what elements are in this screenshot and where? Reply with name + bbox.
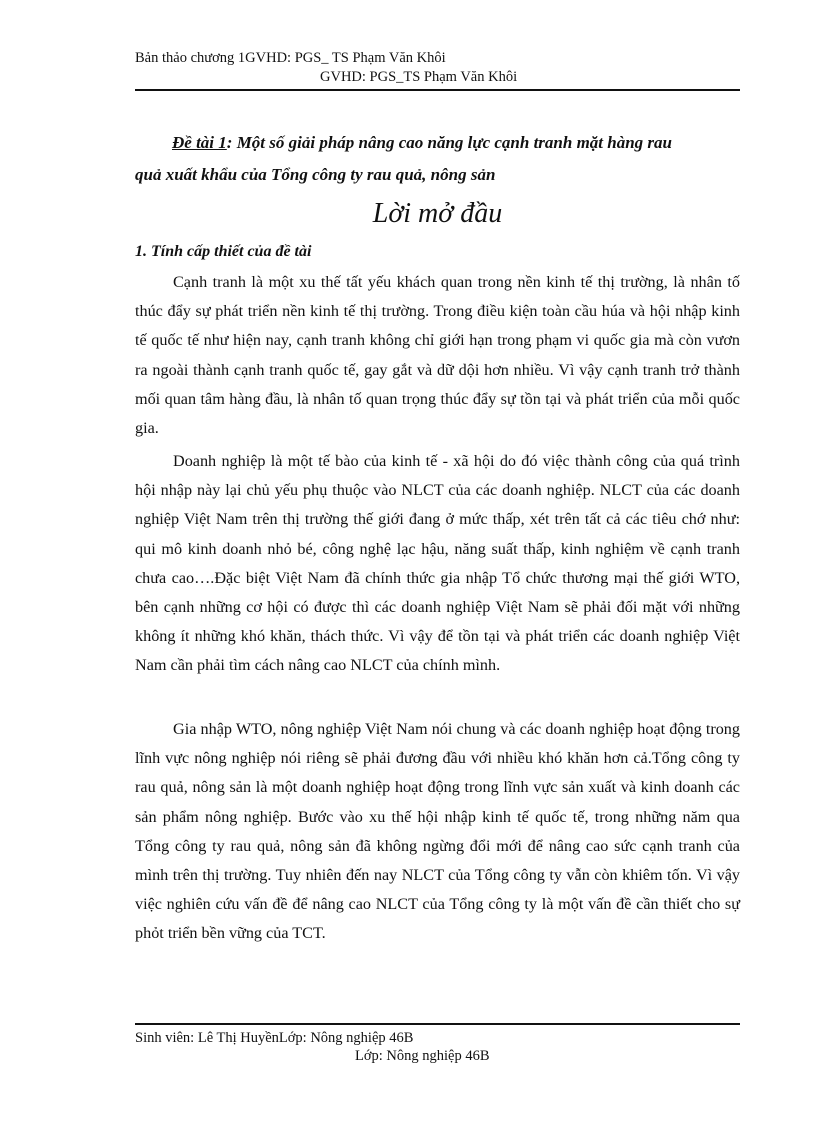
header-line-1: Bản thảo chương 1GVHD: PGS_ TS Phạm Văn Khôi [135, 50, 446, 66]
paragraph-2: Doanh nghiệp là một tế bào của kinh tế - xã hội do đó việc thành công của quá trình hội nhập này lại chủ yếu phụ thuộc vào NLCT của các doanh nghiệp. NLCT của các doanh nghiệp Việt Nam trên thị trường thế giới đang ở mức thấp, xét trên tất cả các tiêu chớ như: qui mô kinh doanh nhỏ bé, công nghệ lạc hậu, năng suất thấp, kinh nghiệm về cạnh tranh chưa cao….Đặc biệt Việt Nam đã chính thức gia nhập Tổ chức thương mại thế giới WTO, bên cạnh những cơ hội có được thì các doanh nghiệp Việt Nam sẽ phải đối mặt với những không ít những khó khăn, thách thức. Vì vậy để tồn tại và phát triển các doanh nghiệp Việt Nam cần phải tìm cách nâng cao NLCT của chính mình. [135, 452, 740, 675]
paragraph-3: Gia nhập WTO, nông nghiệp Việt Nam nói chung và các doanh nghiệp hoạt động trong lĩnh vực nông nghiệp nói riêng sẽ phải đương đầu với nhiều khó khăn hơn cả.Tổng công ty rau quả, nông sản là một doanh nghiệp hoạt động trong lĩnh vực sản xuất và kinh doanh các sản phẩm nông nghiệp. Bước vào xu thế hội nhập kinh tế quốc tế, trong những năm qua Tổng công ty rau quả, nông sản đã không ngừng đổi mới để nâng cao sức cạnh tranh của mình trên thị trường. Tuy nhiên đến nay NLCT của Tổng công ty vẫn còn khiêm tốn. Vì vậy việc nghiên cứu vấn đề để nâng cao NLCT của Tổng công ty là một vấn đề cần thiết cho sự phỏt triển bền vững của TCT. [135, 720, 740, 943]
section-title: 1. Tính cấp thiết của đề tài [135, 243, 312, 260]
footer-rule [135, 1023, 740, 1025]
document-title-line-2: quả xuất khẩu của Tổng công ty rau quả, nông sản [135, 165, 496, 184]
header-line-2: GVHD: PGS_TS Phạm Văn Khôi [320, 69, 518, 85]
title-label: Đề tài 1 [172, 133, 227, 152]
page-heading: Lời mở đầu [372, 198, 503, 229]
title-line-1-text: : Một số giải pháp nâng cao năng lực cạnh tranh mặt hàng rau [226, 133, 672, 152]
document-title-line-1 [172, 133, 672, 153]
header-rule [135, 89, 740, 91]
paragraph-1: Cạnh tranh là một xu thế tất yếu khách quan trong nền kinh tế thị trường, là nhân tố thúc đẩy sự phát triển nền kinh tế thị trường. Trong điều kiện toàn cầu húa và hội nhập kinh tế quốc tế như hiện nay, cạnh tranh không chỉ giới hạn trong phạm vi quốc gia mà còn vươn ra ngoài thành cạnh tranh quốc tế, gay gắt và dữ dội hơn nhiều. Vì vậy cạnh tranh trở thành mối quan tâm hàng đầu, là nhân tố quan trọng thúc đẩy sự tồn tại và phát triển của mỗi quốc gia. [135, 273, 740, 438]
footer-line-2: Lớp: Nông nghiệp 46B [355, 1048, 490, 1064]
footer-line-1: Sinh viên: Lê Thị HuyềnLớp: Nông nghiệp 46B [135, 1030, 414, 1046]
